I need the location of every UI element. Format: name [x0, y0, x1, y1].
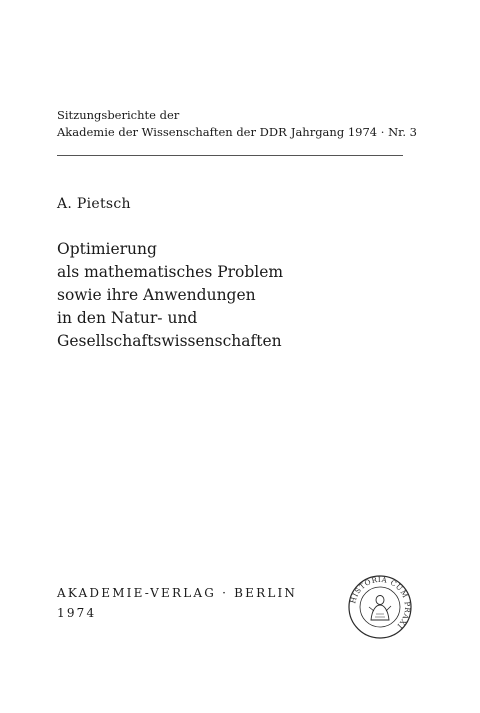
title-line: Optimierung: [57, 240, 157, 258]
series-issue: Jahrgang 1974 · Nr. 3: [290, 125, 417, 139]
title-line: Gesellschaftswissenschaften: [57, 332, 282, 350]
divider-rule: [57, 155, 403, 156]
svg-text:HISTORIA CUM PRAXI: [348, 575, 412, 631]
publisher-seal-icon: [347, 574, 413, 640]
series-line-1: Sitzungsberichte der: [57, 108, 180, 122]
book-title: [57, 238, 417, 353]
series-academy: Akademie der Wissenschaften der DDR: [57, 125, 287, 139]
title-line: sowie ihre Anwendungen: [57, 286, 256, 304]
publisher-imprint: [57, 583, 297, 623]
title-line: als mathematisches Problem: [57, 263, 284, 281]
author-name: A. Pietsch: [57, 196, 131, 212]
publisher-name: AKADEMIE-VERLAG · BERLIN: [57, 586, 298, 600]
series-line-2-row: [57, 124, 417, 141]
seal-motto: HISTORIA CUM PRAXI: [348, 574, 413, 631]
publisher-year: 1974: [57, 606, 97, 620]
title-line: in den Natur- und: [57, 309, 198, 327]
series-header: [57, 107, 417, 141]
